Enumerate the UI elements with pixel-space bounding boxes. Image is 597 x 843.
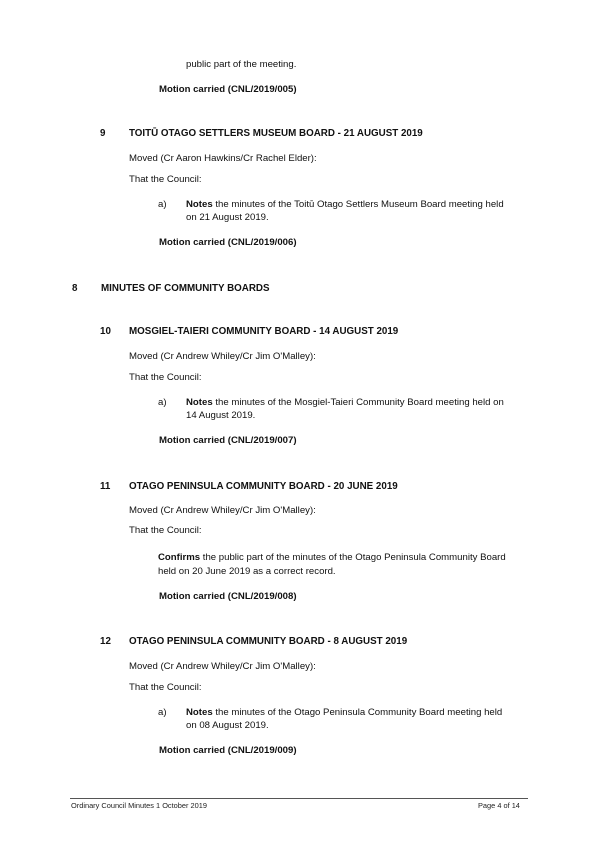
item11-bold-word: Confirms (158, 552, 201, 563)
item9-that: That the Council: (129, 174, 202, 185)
intro-motion: Motion carried (CNL/2019/005) (159, 84, 297, 95)
item9-bold-word: Notes (186, 199, 213, 210)
item11-moved: Moved (Cr Andrew Whiley/Cr Jim O'Malley): (129, 505, 316, 516)
item11-motion: Motion carried (CNL/2019/008) (159, 591, 297, 602)
item10-list-marker: a) (158, 397, 167, 408)
section8-number: 8 (72, 283, 78, 294)
item12-line1-rest: the minutes of the Otago Peninsula Community Board meeting held (212, 707, 503, 718)
item9-number: 9 (100, 128, 106, 139)
item10-title: MOSGIEL-TAIERI COMMUNITY BOARD - 14 AUGUST 2019 (129, 326, 399, 337)
item12-number: 12 (100, 636, 111, 647)
item9-list-marker: a) (158, 199, 167, 210)
item9-motion: Motion carried (CNL/2019/006) (159, 237, 297, 248)
intro-text: public part of the meeting. (186, 59, 297, 70)
item12-that: That the Council: (129, 682, 202, 693)
footer-left: Ordinary Council Minutes 1 October 2019 (71, 801, 207, 810)
item11-title: OTAGO PENINSULA COMMUNITY BOARD - 20 JUNE 2019 (129, 481, 398, 492)
item9-line2: on 21 August 2019. (186, 212, 269, 223)
item12-bold-word: Notes (186, 707, 213, 718)
item11-line2: held on 20 June 2019 as a correct record. (158, 566, 336, 577)
item12-line2: on 08 August 2019. (186, 720, 269, 731)
item11-number: 11 (100, 481, 111, 492)
item10-line2: 14 August 2019. (186, 410, 256, 421)
section8-title: MINUTES OF COMMUNITY BOARDS (101, 283, 270, 294)
footer-divider (70, 798, 528, 799)
item12-list-marker: a) (158, 707, 167, 718)
item10-moved: Moved (Cr Andrew Whiley/Cr Jim O'Malley): (129, 351, 316, 362)
item10-motion: Motion carried (CNL/2019/007) (159, 435, 297, 446)
item9-line1-rest: the minutes of the Toitū Otago Settlers Museum Board meeting held (212, 199, 504, 210)
item11-that: That the Council: (129, 525, 202, 536)
item12-moved: Moved (Cr Andrew Whiley/Cr Jim O'Malley): (129, 661, 316, 672)
item12-line1 (186, 707, 502, 719)
item11-line1-rest: the public part of the minutes of the Otago Peninsula Community Board (200, 552, 506, 563)
item9-line1 (186, 199, 504, 211)
item10-line1-rest: the minutes of the Mosgiel-Taieri Community Board meeting held on (212, 397, 504, 408)
item10-that: That the Council: (129, 372, 202, 383)
item10-line1 (186, 397, 504, 409)
item9-moved: Moved (Cr Aaron Hawkins/Cr Rachel Elder): (129, 153, 317, 164)
item12-title: OTAGO PENINSULA COMMUNITY BOARD - 8 AUGUST 2019 (129, 636, 408, 647)
item10-bold-word: Notes (186, 397, 213, 408)
item10-number: 10 (100, 326, 111, 337)
item12-motion: Motion carried (CNL/2019/009) (159, 745, 297, 756)
item9-title: TOITŪ OTAGO SETTLERS MUSEUM BOARD - 21 AUGUST 2019 (129, 128, 423, 139)
footer-page-number: Page 4 of 14 (478, 801, 520, 810)
item11-line1 (158, 552, 506, 564)
